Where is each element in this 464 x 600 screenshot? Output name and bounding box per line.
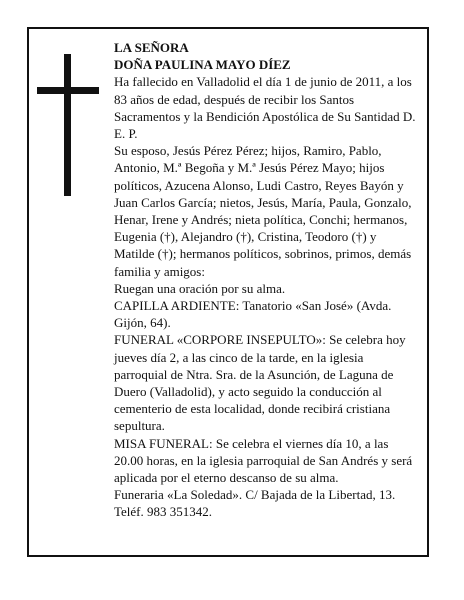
- deceased-name: DOÑA PAULINA MAYO DÍEZ: [114, 57, 291, 73]
- mass-info: MISA FUNERAL: Se celebra el viernes día 10, a las 20.00 horas, en la iglesia parroquial de San Andrés y será aplicada por el eterno descanso de su alma.: [114, 435, 413, 486]
- family-list: Su esposo, Jesús Pérez Pérez; hijos, Ramiro, Pablo, Antonio, M.ª Begoña y M.ª Jesús Pérez Mayo; hijos políticos, Azucena Alonso, Ludi Castro, Reyes Bayón y Juan Carlos García; nietos, Jesús, María, Paula, Gonzalo, Henar, Irene y Andrés; nieta política, Conchi; hermanos, Eugenia (†), Alejandro (†), Cristina, Teodoro (†) y Matilde (†); hermanos políticos, sobrinos, primos, demás familia y amigos:: [114, 143, 412, 279]
- death-notice: Ha fallecido en Valladolid el día 1 de junio de 2011, a los 83 años de edad, después de recibir los Santos Sacramentos y la Bendición Apostólica de Su Santidad D. E. P.: [114, 74, 416, 142]
- cross-vertical-bar: [64, 54, 71, 196]
- heading-title: LA SEÑORA: [114, 40, 189, 55]
- obituary-text: [114, 39, 416, 521]
- funeral-info: FUNERAL «CORPORE INSEPULTO»: Se celebra hoy jueves día 2, a las cinco de la tarde, en la iglesia parroquial de Ntra. Sra. de la Asunción, de Laguna de Duero (Valladolid), y acto seguido la conducción al cementerio de esta localidad, donde recibirá cristiana sepultura.: [114, 332, 406, 434]
- cross-icon: [37, 54, 99, 196]
- funeral-home-info: Funeraria «La Soledad». C/ Bajada de la Libertad, 13. Teléf. 983 351342.: [114, 487, 396, 520]
- chapel-info: CAPILLA ARDIENTE: Tanatorio «San José» (Avda. Gijón, 64).: [114, 298, 392, 331]
- prayer-request: Ruegan una oración por su alma.: [114, 280, 286, 296]
- cross-horizontal-bar: [37, 87, 99, 94]
